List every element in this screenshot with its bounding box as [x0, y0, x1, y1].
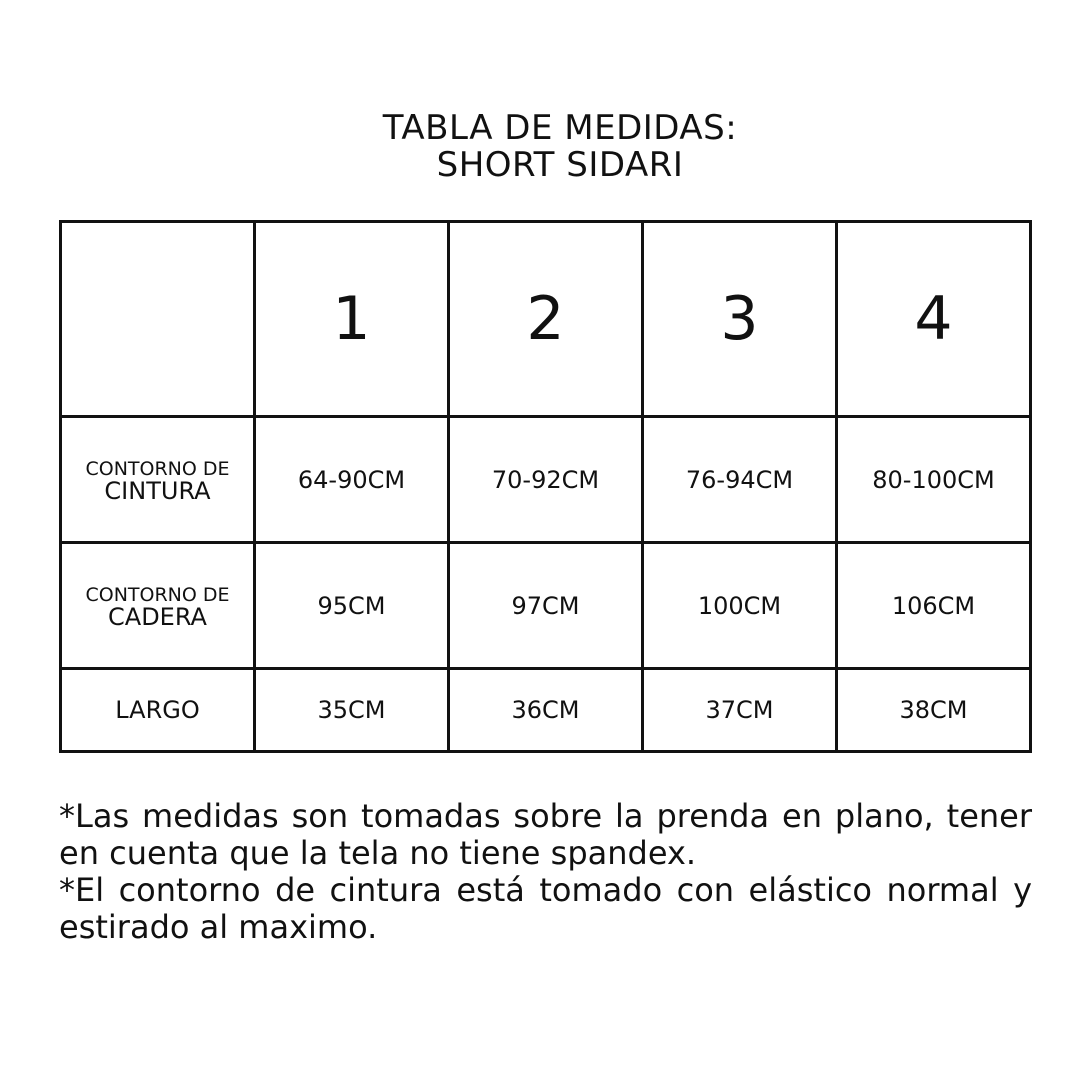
size-header-3: 3: [643, 222, 837, 417]
table-cell: 100CM: [643, 543, 837, 669]
table-cell: 36CM: [449, 668, 643, 751]
table-cell: 106CM: [837, 543, 1031, 669]
table-row: [61, 543, 1031, 669]
measurement-notes: [59, 798, 1032, 946]
table-corner-cell: [61, 222, 255, 417]
row-label-largo: [61, 668, 255, 751]
note-2: *El contorno de cintura está tomado con elástico normal y estirado al maximo.: [59, 871, 1032, 946]
note-1: *Las medidas son tomadas sobre la prenda en plano, tener en cuenta que la tela no tiene spandex.: [59, 797, 1032, 872]
page-title: [0, 110, 1080, 184]
row-label-bottom: CADERA: [108, 602, 207, 631]
row-label-cadera: [61, 543, 255, 669]
table-row: [61, 668, 1031, 751]
table-cell: 97CM: [449, 543, 643, 669]
table-cell: 37CM: [643, 668, 837, 751]
size-header-1: 1: [255, 222, 449, 417]
row-label-cintura: [61, 417, 255, 543]
title-line-2: SHORT SIDARI: [436, 145, 684, 185]
row-label-top: CONTORNO DE: [85, 457, 230, 480]
table-header-row: [61, 222, 1031, 417]
table-row: [61, 417, 1031, 543]
table-cell: 64-90CM: [255, 417, 449, 543]
table-cell: 80-100CM: [837, 417, 1031, 543]
table-cell: 38CM: [837, 668, 1031, 751]
table-cell: 35CM: [255, 668, 449, 751]
title-line-1: TABLA DE MEDIDAS:: [382, 108, 738, 148]
table-cell: 76-94CM: [643, 417, 837, 543]
table-cell: 70-92CM: [449, 417, 643, 543]
row-label-top: CONTORNO DE: [85, 583, 230, 606]
row-label-single: LARGO: [115, 695, 200, 724]
row-label-bottom: CINTURA: [104, 476, 211, 505]
size-header-2: 2: [449, 222, 643, 417]
size-table: [59, 220, 1032, 753]
table-cell: 95CM: [255, 543, 449, 669]
size-header-4: 4: [837, 222, 1031, 417]
